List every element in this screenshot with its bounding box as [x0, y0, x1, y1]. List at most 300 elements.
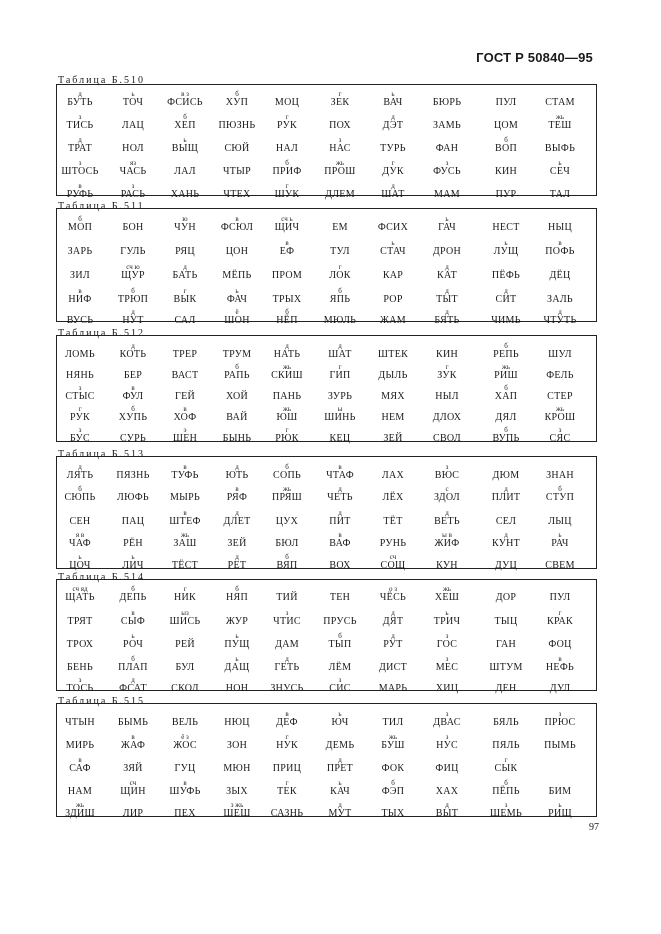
table-word: ВАЧ — [383, 97, 403, 108]
table-word: СВОЛ — [432, 433, 462, 444]
phonetic-mark: б — [504, 342, 508, 350]
table-cell — [362, 343, 424, 360]
table-cell — [362, 240, 424, 257]
table-word: ТИСЬ — [66, 120, 94, 131]
table-word: ТЕН — [329, 592, 351, 603]
table-cell — [362, 464, 424, 481]
phonetic-mark: г — [183, 585, 187, 593]
phonetic-mark: з — [445, 655, 449, 663]
table-word: ДАМ — [275, 639, 299, 650]
phonetic-mark: э — [183, 426, 187, 434]
table-word: ЧТЫР — [222, 166, 252, 177]
table-cell — [529, 757, 591, 764]
table-word: ВЫФЬ — [544, 143, 576, 154]
table-word: ЗАРЬ — [67, 246, 93, 257]
table-cell — [416, 114, 478, 131]
table-word: БЕР — [123, 370, 143, 381]
table-word: ЛИЧ — [122, 560, 144, 571]
table-word: РЯФ — [226, 492, 248, 503]
table-word: ДЕМЬ — [325, 740, 355, 751]
table-word: ЦОМ — [493, 120, 519, 131]
table-cell — [475, 554, 537, 571]
table-word: ЛОМЬ — [65, 349, 95, 360]
table-cell — [529, 610, 591, 627]
phonetic-mark: д — [285, 342, 289, 350]
table-word: ЗЯЙ — [123, 763, 143, 774]
table-word: ХАХ — [435, 786, 459, 797]
table-word: НЯП — [225, 592, 248, 603]
phonetic-mark: ь — [391, 90, 395, 98]
phonetic-mark: д — [235, 553, 239, 561]
phonetic-mark: д — [338, 801, 342, 809]
table-word: НЫЦ — [547, 222, 573, 233]
table-word: ФСИХ — [377, 222, 409, 233]
phonetic-mark: б — [504, 426, 508, 434]
table-word: ВЫТ — [435, 808, 459, 819]
phonetic-mark: д — [183, 263, 187, 271]
table-cell — [529, 406, 591, 423]
table-word: ПОФЬ — [545, 246, 575, 257]
phonetic-mark: г — [338, 363, 342, 371]
table-word: ЧТИС — [273, 616, 301, 627]
phonetic-mark: ь — [558, 159, 562, 167]
table-word: ЗУК — [437, 370, 457, 381]
table-cell — [416, 343, 478, 360]
table-cell — [529, 91, 591, 108]
table-cell — [529, 427, 591, 444]
phonetic-mark: ы в — [442, 531, 452, 539]
table-word: ШОН — [224, 315, 250, 326]
table-word: ФЭП — [381, 786, 405, 797]
table-cell — [362, 91, 424, 108]
table-word: ТЫХ — [381, 808, 405, 819]
table-word: ФАН — [435, 143, 459, 154]
phonetic-mark: г — [285, 113, 289, 121]
table-word: ДУЛ — [549, 683, 571, 694]
table-word: НЕФЬ — [545, 662, 575, 673]
table-word: ГИП — [329, 370, 351, 381]
table-word: ШЕН — [172, 433, 198, 444]
table-word: ДОР — [495, 592, 517, 603]
table-word: РЕЙ — [175, 639, 195, 650]
table-cell — [529, 160, 591, 177]
table-cell — [529, 364, 591, 381]
phonetic-mark: б — [504, 384, 508, 392]
table-word: ЛУЩ — [493, 246, 519, 257]
phonetic-mark: жь — [388, 733, 398, 741]
phonetic-mark: ь — [504, 239, 508, 247]
phonetic-mark: д — [338, 485, 342, 493]
table-cell — [416, 406, 478, 423]
phonetic-mark: в — [235, 485, 239, 493]
table-word: ШТОСЬ — [61, 166, 99, 177]
phonetic-mark: в — [131, 384, 135, 392]
table-word: СКИШ — [271, 370, 303, 381]
table-word: ЦОЧ — [69, 560, 91, 571]
table-word: ТОЧ — [122, 97, 144, 108]
table-word: ГЕТЬ — [274, 662, 300, 673]
table-word: ШТЕФ — [169, 516, 201, 527]
table-word: ДУК — [382, 166, 404, 177]
table-cell — [475, 240, 537, 257]
table-word: ЛАХ — [381, 470, 405, 481]
table-word: ФСИСЬ — [167, 97, 203, 108]
table-cell — [475, 385, 537, 402]
phonetic-mark: в — [131, 609, 135, 617]
table-word: ЧТЕХ — [223, 189, 251, 200]
table-word: БЫНЬ — [222, 433, 252, 444]
table-word: ВЯП — [276, 560, 298, 571]
table-cell — [362, 633, 424, 650]
table-word: ЗЕЙ — [383, 433, 403, 444]
table-word: ТОСЬ — [66, 683, 94, 694]
phonetic-mark: б — [235, 90, 239, 98]
table-word: РИШ — [494, 370, 518, 381]
table-word: ТУЛ — [330, 246, 350, 257]
table-word: ЖАФ — [120, 740, 146, 751]
table-word: ФСАТ — [119, 683, 147, 694]
table-word: ТАЛ — [549, 189, 571, 200]
table-cell — [475, 486, 537, 503]
table-word: РУК — [277, 120, 297, 131]
phonetic-mark: б — [131, 655, 135, 663]
table-word: ЧЁСЬ — [379, 592, 407, 603]
table-word: РЮК — [275, 433, 299, 444]
table-word: ВЮС — [434, 470, 460, 481]
phonetic-mark: жь — [282, 485, 292, 493]
table-word: РОР — [383, 294, 403, 305]
phonetic-mark: в — [183, 463, 187, 471]
table-word: ПРОШ — [324, 166, 356, 177]
table-word: СКОЛ — [171, 683, 199, 694]
table-word: САЗНЬ — [270, 808, 304, 819]
table-word: ДИСТ — [378, 662, 408, 673]
table-word: КУНТ — [491, 538, 521, 549]
table-word: ХОЙ — [225, 391, 249, 402]
table-word: ТРОХ — [66, 639, 94, 650]
table-word: НЯНЬ — [65, 370, 95, 381]
phonetic-mark: д — [131, 676, 135, 684]
table-word: ВЫК — [173, 294, 197, 305]
table-word: ЖОС — [173, 740, 197, 751]
table-word: ЛАЛ — [174, 166, 196, 177]
table-word: САФ — [69, 763, 91, 774]
phonetic-mark: ь — [78, 553, 82, 561]
table-word: МАМ — [434, 189, 460, 200]
phonetic-mark: б — [78, 215, 82, 223]
table-word: ДЕПЬ — [119, 592, 147, 603]
table-word: ЛЫЦ — [548, 516, 572, 527]
table-caption: Таблица Б.511 — [58, 201, 145, 212]
phonetic-mark: в — [285, 710, 289, 718]
table-cell — [362, 114, 424, 131]
table-word: ХЕШ — [434, 592, 460, 603]
table-word: ТЁСТ — [171, 560, 199, 571]
table-word: ДЯТ — [382, 616, 404, 627]
phonetic-mark: г — [338, 263, 342, 271]
table-word: ГАЧ — [438, 222, 456, 233]
phonetic-mark: сч — [129, 779, 137, 787]
table-word: ДЕН — [495, 683, 517, 694]
table-word: СЕЛ — [495, 516, 517, 527]
table-cell — [475, 677, 537, 694]
table-word: ДЛЕМ — [325, 189, 355, 200]
table-word: ВАЙ — [226, 412, 248, 423]
table-word: ДЛЕТ — [223, 516, 251, 527]
table-cell — [416, 586, 478, 603]
phonetic-mark: жь — [75, 801, 85, 809]
table-word: ВОХ — [329, 560, 351, 571]
table-cell — [362, 309, 424, 326]
table-word: ЧТУТЬ — [543, 315, 577, 326]
table-cell — [362, 160, 424, 177]
table-word: РОЧ — [122, 639, 144, 650]
table-word: МУТ — [328, 808, 352, 819]
table-cell — [362, 406, 424, 423]
table-word: ХАП — [494, 391, 518, 402]
table-word: ЛИР — [122, 808, 144, 819]
table-word: ЛЁХ — [382, 492, 404, 503]
table-word: ЗНУСЬ — [270, 683, 304, 694]
phonetic-mark: б — [558, 485, 562, 493]
table-caption: Таблица Б.513 — [58, 449, 146, 460]
table-word: ГЕЙ — [174, 391, 195, 402]
table-cell — [475, 510, 537, 527]
phonetic-mark: з — [78, 113, 82, 121]
table-word: БЯЛЬ — [493, 717, 519, 728]
phonetic-mark: д — [78, 136, 82, 144]
table-word: БЮЛ — [275, 538, 299, 549]
phonetic-mark: жь — [555, 405, 565, 413]
phonetic-mark: з — [78, 676, 82, 684]
table-word: ЩИН — [120, 786, 146, 797]
table-word: ЕМ — [332, 222, 348, 233]
table-word: СИТ — [495, 294, 517, 305]
table-cell — [416, 288, 478, 305]
phonetic-mark: д — [445, 287, 449, 295]
table-cell — [362, 427, 424, 444]
phonetic-mark: з — [338, 136, 342, 144]
table-cell — [362, 385, 424, 402]
table-cell — [416, 734, 478, 751]
table-cell — [362, 656, 424, 673]
table-word: СУРЬ — [119, 433, 147, 444]
table-word: ЮТЬ — [225, 470, 249, 481]
phonetic-mark: ю — [182, 215, 188, 223]
table-cell — [529, 137, 591, 154]
table-word: КУН — [436, 560, 458, 571]
phonetic-mark: ь — [235, 287, 239, 295]
table-cell — [529, 288, 591, 305]
table-word: НЮЦ — [224, 717, 250, 728]
phonetic-mark: б — [131, 287, 135, 295]
table-cell — [475, 364, 537, 381]
phonetic-mark: ь — [338, 779, 342, 787]
phonetic-mark: з — [445, 159, 449, 167]
table-word: ФОК — [381, 763, 405, 774]
table-word: ДВАС — [433, 717, 461, 728]
table-word: ДУЦ — [494, 560, 518, 571]
table-word: ХОФ — [173, 412, 197, 423]
phonetic-mark: ь — [183, 136, 187, 144]
table-word: ШУЛ — [548, 349, 572, 360]
table-cell — [416, 364, 478, 381]
table-cell — [529, 711, 591, 728]
table-word: ЦОН — [225, 246, 249, 257]
table-word: КАР — [382, 270, 404, 281]
phonetic-mark: г — [338, 90, 342, 98]
table-word: ПУЛ — [549, 592, 571, 603]
table-word: НУТ — [122, 315, 144, 326]
table-word: ЗЕЙ — [227, 538, 247, 549]
phonetic-mark: сч яд — [72, 585, 88, 593]
phonetic-mark: з — [131, 182, 135, 190]
table-cell — [475, 91, 537, 108]
table-cell — [362, 364, 424, 381]
table-word: РУК — [70, 412, 90, 423]
phonetic-mark: яз — [130, 159, 136, 167]
table-word: КЕЦ — [329, 433, 351, 444]
table-word: НАЛ — [275, 143, 299, 154]
table-word: ШИСЬ — [169, 616, 201, 627]
table-word: КОТЬ — [119, 349, 147, 360]
table-word: РУНЬ — [379, 538, 407, 549]
table-word: ПЁФЬ — [491, 270, 521, 281]
phonetic-mark: ь — [131, 632, 135, 640]
table-word: ВУПЬ — [492, 433, 520, 444]
phonetic-mark: б — [338, 287, 342, 295]
phonetic-mark: д — [445, 801, 449, 809]
table-cell — [529, 343, 591, 360]
table-word: ЗИЛ — [70, 270, 90, 281]
table-word: ПАЦ — [121, 516, 145, 527]
table-cell — [475, 160, 537, 177]
phonetic-mark: ь — [131, 90, 135, 98]
phonetic-mark: ь — [445, 215, 449, 223]
table-word: СЮПЬ — [64, 492, 96, 503]
table-cell — [529, 677, 591, 694]
table-word: ЧТЫН — [65, 717, 95, 728]
phonetic-mark: б — [285, 159, 289, 167]
phonetic-mark: сч ю — [126, 263, 140, 271]
table-word: МАРЬ — [378, 683, 408, 694]
phonetic-mark: б — [391, 779, 395, 787]
table-word: НУК — [276, 740, 298, 751]
table-cell — [475, 532, 537, 549]
table-word: ПЁПЬ — [492, 786, 520, 797]
table-cell — [475, 586, 537, 603]
table-word: БУС — [69, 433, 91, 444]
table-cell — [416, 757, 478, 774]
table-word: РАСЬ — [120, 189, 146, 200]
phonetic-mark: д — [78, 90, 82, 98]
table-word: КИН — [494, 166, 517, 177]
phonetic-mark: ь — [558, 531, 562, 539]
table-word: ТРЮП — [117, 294, 149, 305]
table-cell — [475, 183, 537, 200]
page-number: 97 — [589, 822, 599, 833]
table-word: ГАН — [495, 639, 517, 650]
table-word: ТУФЬ — [171, 470, 199, 481]
table-cell — [475, 216, 537, 233]
table-cell — [529, 734, 591, 751]
table-word: БАТЬ — [172, 270, 198, 281]
table-word: ПРУСЬ — [323, 616, 357, 627]
table-word: ЩИЧ — [274, 222, 300, 233]
table-word: СТЕР — [547, 391, 573, 402]
table-word: ВАСТ — [171, 370, 199, 381]
table-cell — [416, 427, 478, 444]
table-caption: Таблица Б.514 — [58, 572, 146, 583]
table-word: РАПЬ — [224, 370, 250, 381]
table-word: ФАЧ — [226, 294, 248, 305]
table-cell — [475, 757, 537, 774]
table-caption: Таблица Б.515 — [58, 696, 146, 707]
table-word: ПРИЦ — [272, 763, 302, 774]
table-cell — [416, 656, 478, 673]
table-word: ЩУР — [121, 270, 145, 281]
table-cell — [475, 264, 537, 281]
phonetic-mark: б — [78, 485, 82, 493]
table-word: НЁП — [276, 315, 298, 326]
phonetic-mark: б — [504, 779, 508, 787]
table-word: СОПЬ — [272, 470, 302, 481]
phonetic-mark: я в — [75, 531, 85, 539]
table-word: СИС — [329, 683, 351, 694]
phonetic-mark: в — [338, 531, 342, 539]
table-word: ЛЯТЬ — [66, 470, 94, 481]
table-cell — [416, 711, 478, 728]
phonetic-mark: ь — [131, 553, 135, 561]
table-word: ПУР — [495, 189, 517, 200]
table-word: ЧТАФ — [326, 470, 354, 481]
table-cell — [362, 510, 424, 527]
table-cell — [475, 656, 537, 673]
phonetic-mark: б — [235, 363, 239, 371]
phonetic-mark: д — [338, 756, 342, 764]
table-cell — [475, 427, 537, 444]
table-word: ЯПЬ — [329, 294, 351, 305]
table-word: ТУРЬ — [380, 143, 406, 154]
table-cell — [362, 711, 424, 728]
phonetic-mark: б — [235, 585, 239, 593]
phonetic-mark: д — [445, 263, 449, 271]
table-word: ВУСЬ — [66, 315, 94, 326]
phonetic-mark: ё — [235, 308, 239, 316]
table-cell — [416, 633, 478, 650]
phonetic-mark: б — [285, 553, 289, 561]
table-word: МЫРЬ — [169, 492, 201, 503]
phonetic-mark: б — [285, 463, 289, 471]
table-cell — [475, 780, 537, 797]
table-word: ХИЦ — [435, 683, 459, 694]
table-word: ЧУН — [174, 222, 196, 233]
phonetic-mark: жь — [335, 159, 345, 167]
table-word: ХАНЬ — [170, 189, 200, 200]
table-word: МЁПЬ — [222, 270, 252, 281]
table-word: ХЕП — [174, 120, 196, 131]
table-cell — [475, 406, 537, 423]
table-word: МИРЬ — [65, 740, 95, 751]
table-word: НАМ — [67, 786, 93, 797]
phonetic-mark — [529, 757, 591, 764]
table-word: ЧАСЬ — [119, 166, 147, 177]
table-word: ФОЦ — [548, 639, 572, 650]
table-word: САЛ — [174, 315, 196, 326]
table-cell — [529, 264, 591, 281]
table-cell — [416, 183, 478, 200]
phonetic-mark: сч — [389, 553, 397, 561]
